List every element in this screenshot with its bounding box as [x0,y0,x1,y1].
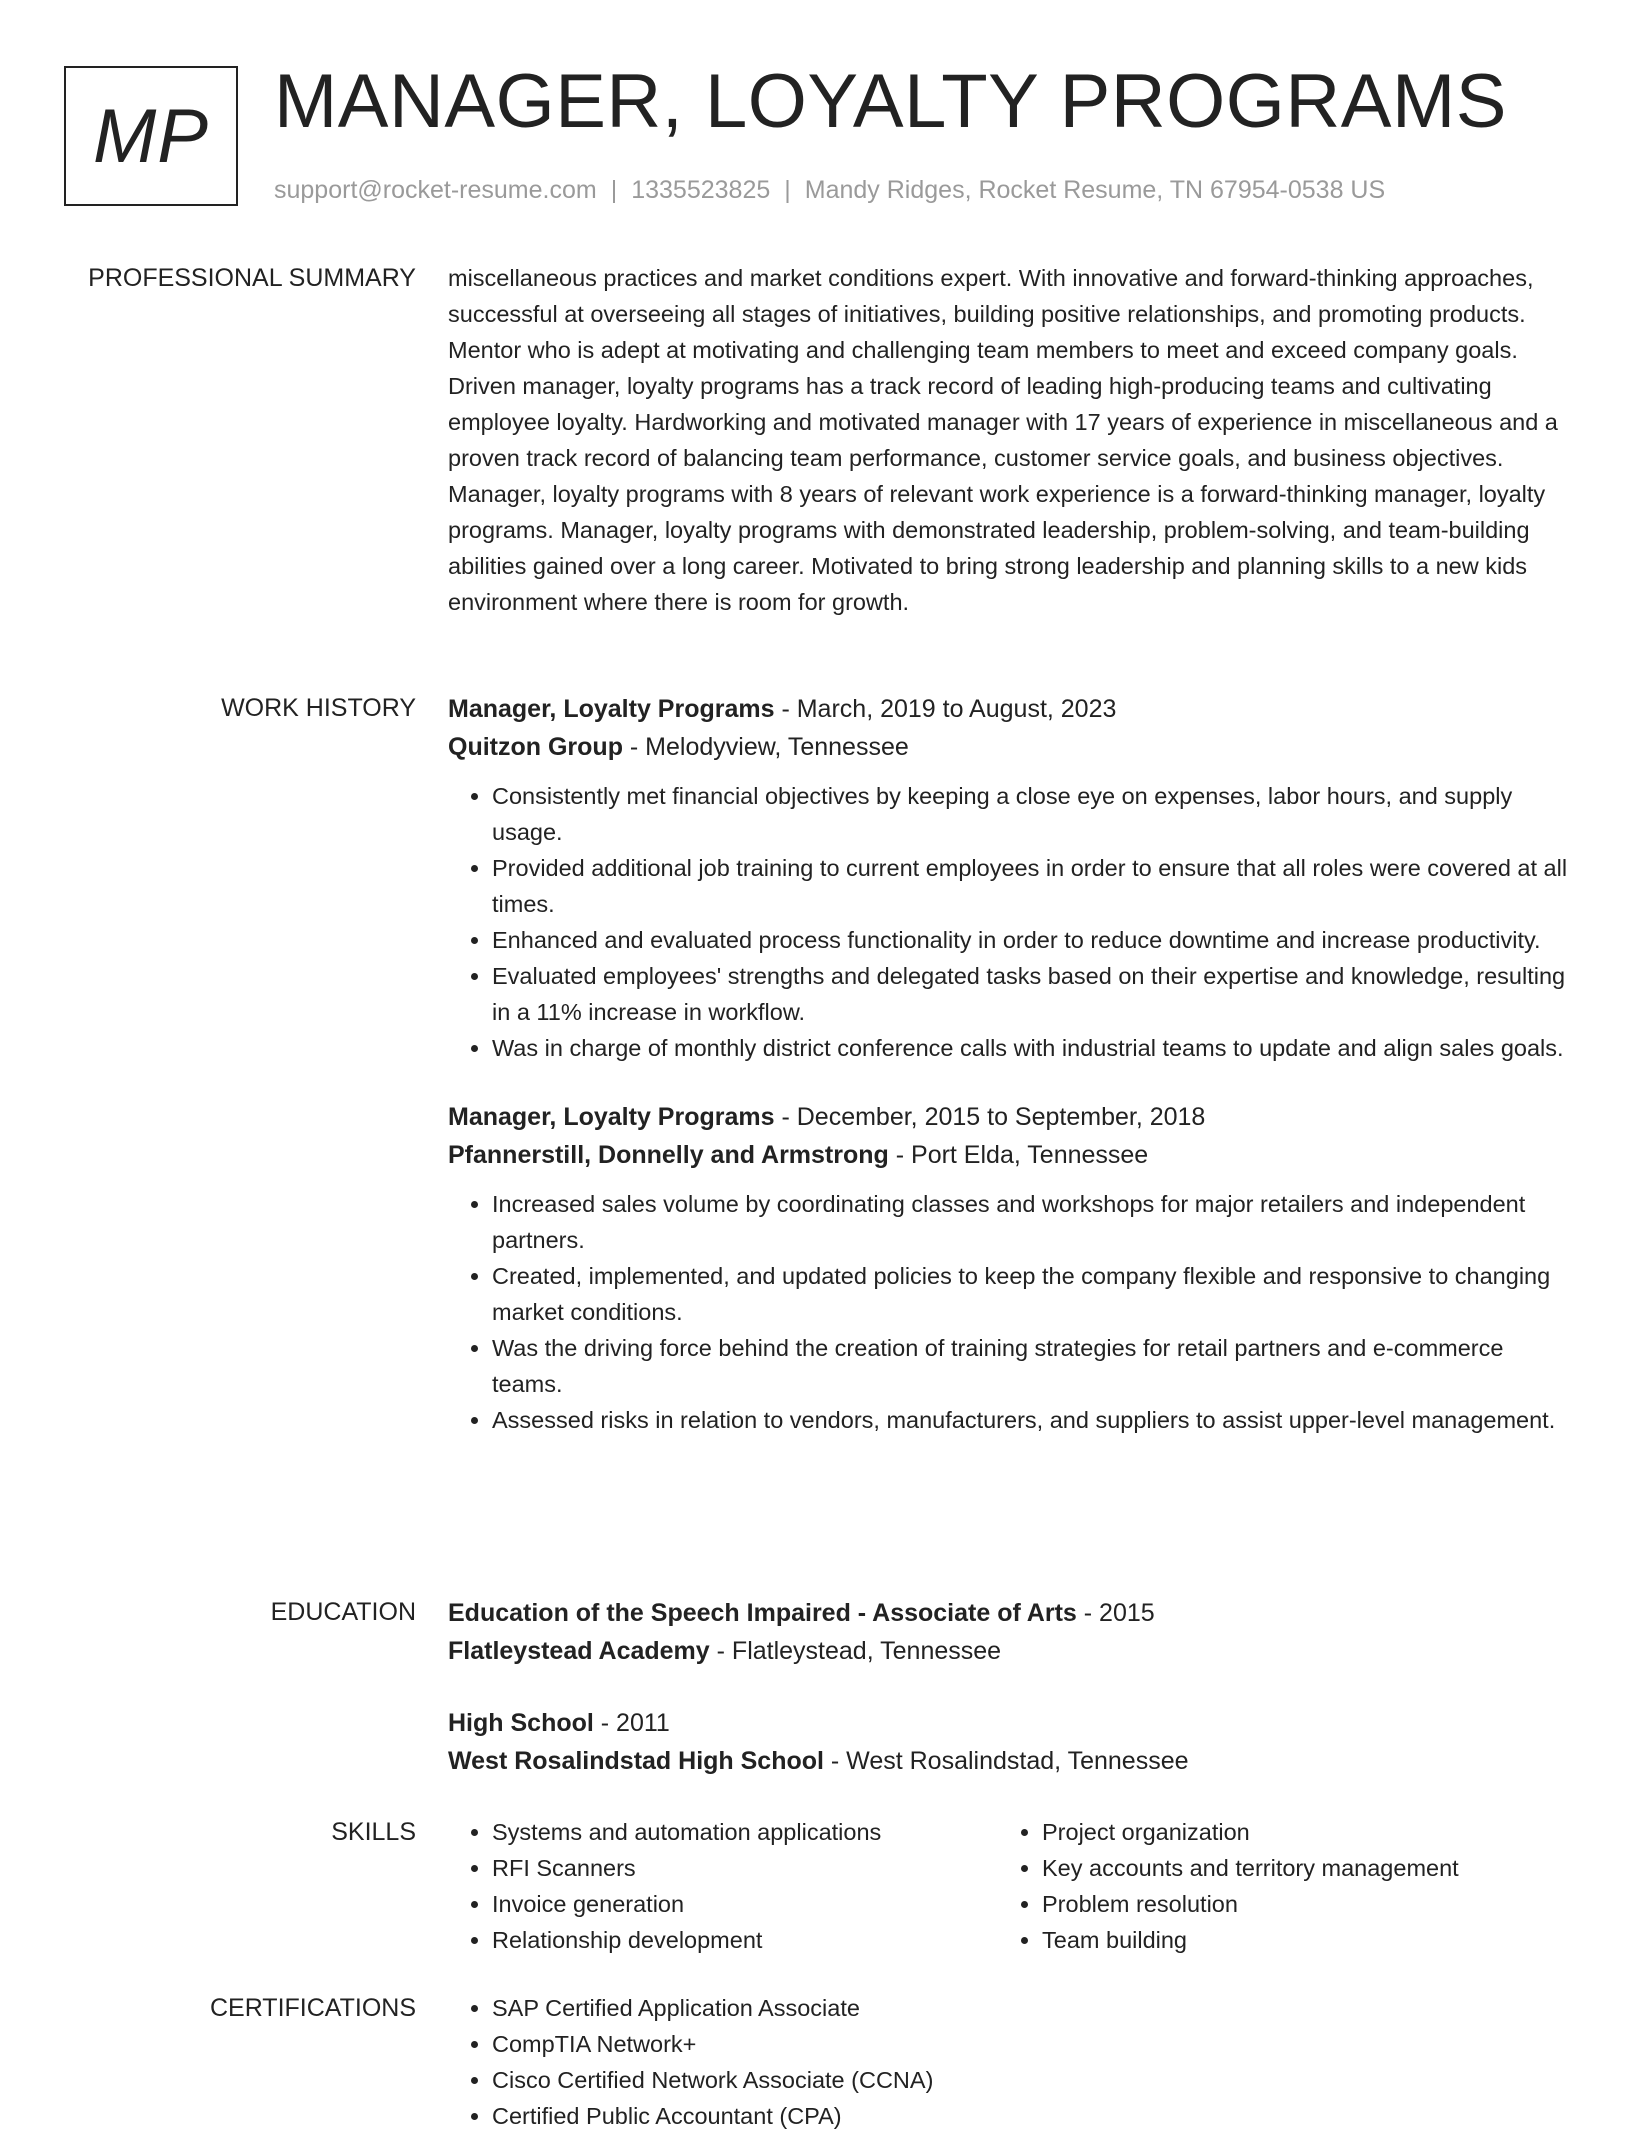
job-title-line [448,1098,1568,1136]
monogram-box [64,66,238,206]
skill-item: • Systems and automation applications [492,1814,998,1850]
education-year: - 2015 [1076,1599,1155,1627]
education-degree: High School [448,1709,594,1737]
skill-item: • Team building [1042,1922,1548,1958]
education-school: West Rosalindstad High School [448,1747,824,1775]
section-label-certifications: CERTIFICATIONS [209,1994,416,2022]
job-location: - Melodyview, Tennessee [622,733,909,761]
summary-text: miscellaneous practices and market conditions expert. With innovative and forward-thinking approaches, successful at overseeing all stages of initiatives, building positive relationships, and promoting products. Mentor who is adept at motivating and challenging team members to meet and exceed company goals. Driven manager, loyalty programs has a track record of leading high-producing teams and cultivating employee loyalty. Hardworking and motivated manager with 17 years of experience in miscellaneous and a proven track record of balancing team performance, customer service goals, and business objectives. Manager, loyalty programs with 8 years of relevant work experience is a forward-thinking manager, loyalty programs. Manager, loyalty programs with demonstrated leadership, problem-solving, and team-building abilities gained over a long career. Motivated to bring strong leadership and planning skills to a new kids environment where there is room for growth. [448,265,1558,615]
education-content [448,1594,1568,1780]
education-degree: Education of the Speech Impaired - Associate of Arts [448,1599,1077,1627]
job-bullet: • Enhanced and evaluated process functionality in order to reduce downtime and increase productivity. [492,922,1568,958]
certification-item: • Cisco Certified Network Associate (CCNA) [492,2062,1568,2098]
education-degree-line [448,1594,1568,1632]
skills-list-right [998,1814,1548,1958]
job-bullet: • Assessed risks in relation to vendors, manufacturers, and suppliers to assist upper-level management. [492,1402,1568,1438]
skills-list-left [448,1814,998,1958]
job-company: Pfannerstill, Donnelly and Armstrong [448,1141,889,1169]
certification-item: • SAP Certified Application Associate [492,1990,1568,2026]
resume-title: MANAGER, LOYALTY PROGRAMS [274,59,1507,144]
job-bullet: • Provided additional job training to current employees in order to ensure that all roles were covered at all times. [492,850,1568,922]
job-company-line [448,1136,1568,1174]
certifications-content [448,1990,1568,2134]
section-label-skills: SKILLS [331,1818,416,1846]
job-bullet: • Increased sales volume by coordinating classes and workshops for major retailers and independent partners. [492,1186,1568,1258]
work-history-content [448,690,1568,1438]
section-label-work-history: WORK HISTORY [221,694,416,722]
education-location: - West Rosalindstad, Tennessee [823,1747,1189,1775]
section-label-education: EDUCATION [270,1598,416,1626]
education-school: Flatleystead Academy [448,1637,710,1665]
job-title-line [448,690,1568,728]
skill-item: • Relationship development [492,1922,998,1958]
education-entry [448,1704,1568,1780]
job-bullets [448,1186,1568,1438]
job-title: Manager, Loyalty Programs [448,1103,775,1131]
section-label-summary: PROFESSIONAL SUMMARY [88,264,416,292]
contact-address: Mandy Ridges, Rocket Resume, TN 67954-0538 US [804,176,1386,204]
skill-item: • Invoice generation [492,1886,998,1922]
contact-phone[interactable]: 1335523825 [631,176,771,204]
job-entry [448,1098,1568,1438]
job-bullet: • Was in charge of monthly district conference calls with industrial teams to update and align sales goals. [492,1030,1568,1066]
skill-item: • RFI Scanners [492,1850,998,1886]
contact-separator: | [784,176,791,204]
skill-item: • Problem resolution [1042,1886,1548,1922]
education-school-line [448,1632,1568,1670]
certification-item: • Certified Public Accountant (CPA) [492,2098,1568,2134]
contact-line [274,174,1385,206]
job-title: Manager, Loyalty Programs [448,695,775,723]
monogram-initials: MP [93,93,209,179]
education-school-line [448,1742,1568,1780]
job-dates: - December, 2015 to September, 2018 [774,1103,1206,1131]
education-entry [448,1594,1568,1670]
job-bullet: • Created, implemented, and updated policies to keep the company flexible and responsive to changing market conditions. [492,1258,1568,1330]
job-bullet: • Consistently met financial objectives by keeping a close eye on expenses, labor hours, and supply usage. [492,778,1568,850]
job-bullet: • Was the driving force behind the creation of training strategies for retail partners and e-commerce teams. [492,1330,1568,1402]
education-degree-line [448,1704,1568,1742]
skill-item: • Key accounts and territory management [1042,1850,1548,1886]
job-company: Quitzon Group [448,733,623,761]
job-company-line [448,728,1568,766]
job-bullet: • Evaluated employees' strengths and delegated tasks based on their expertise and knowledge, resulting in a 11% increase in workflow. [492,958,1568,1030]
contact-email[interactable]: support@rocket-resume.com [274,176,597,204]
job-dates: - March, 2019 to August, 2023 [774,695,1117,723]
contact-separator: | [610,176,618,204]
job-bullets [448,778,1568,1066]
certifications-list [448,1990,1568,2134]
education-year: - 2011 [593,1709,670,1737]
certification-item: • CompTIA Network+ [492,2026,1568,2062]
education-location: - Flatleystead, Tennessee [709,1637,1002,1665]
skills-content [448,1814,1568,1958]
job-location: - Port Elda, Tennessee [888,1141,1149,1169]
skill-item: • Project organization [1042,1814,1548,1850]
summary-content [448,260,1568,620]
job-entry [448,690,1568,1066]
